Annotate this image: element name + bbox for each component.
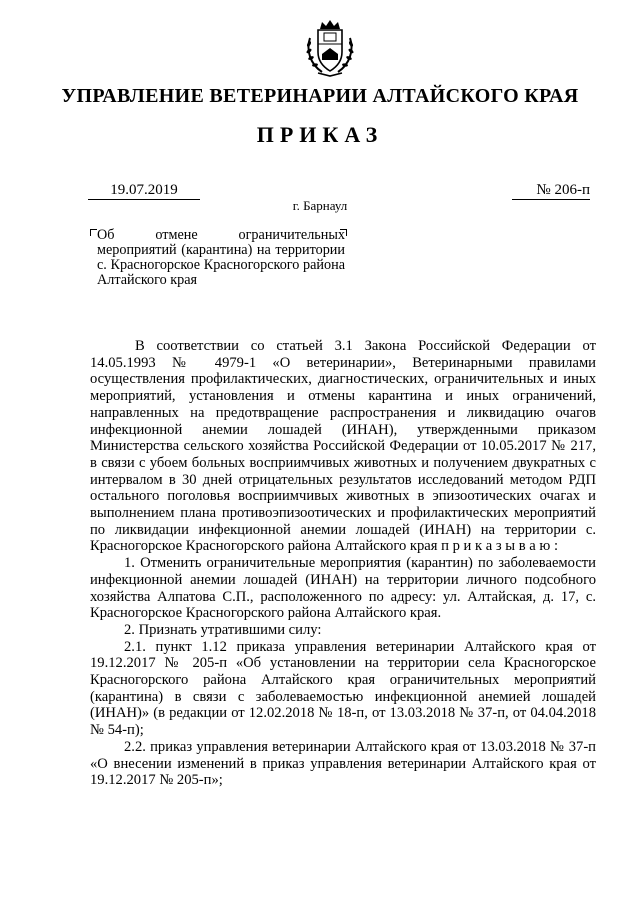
coat-of-arms-emblem (302, 18, 358, 78)
item-1-paragraph: 1. Отменить ограничительные мероприятия (карантин) по заболеваемости инфекционной анемии лошадей (ИНАН) на территории личного подсобного хозяйства Алпатова С.П., расположенного по адресу: ул. Алтайская, д. 17, с. Красногорское Красногорского района Алтайского края. (90, 555, 596, 622)
order-number: № 206-п (512, 181, 590, 200)
city-label: г. Барнаул (292, 198, 348, 213)
organization-title: УПРАВЛЕНИЕ ВЕТЕРИНАРИИ АЛТАЙСКОГО КРАЯ (61, 85, 579, 107)
item-2-1-paragraph: 2.1. пункт 1.12 приказа управления ветеринарии Алтайского края от 19.12.2017 № 205-п «Об установлении на территории села Красногорское Красногорского района Алтайского края ограничительных мероприятий (карантина) в связи с заболеваемостью инфекционной анемией лошадей (ИНАН)» (в редакции от 12.02.2018 № 18-п, от 13.03.2018 № 37-п, от 04.04.2018 № 54-п); (90, 638, 596, 739)
subject-corner-left-mark (90, 229, 97, 236)
document-type-title: ПРИКАЗ (256, 122, 384, 147)
order-body (90, 338, 596, 789)
order-subject: Об отмене ограничительных мероприятий (карантина) на территории с. Красногорское Красногорского района Алтайского края (97, 227, 345, 288)
preamble-paragraph: В соответствии со статьей 3.1 Закона Российской Федерации от 14.05.1993 № 4979-1 «О ветеринарии», Ветеринарными правилами осуществления профилактических, диагностических, ограничительных и иных мероприятий, установления и отмены карантина и иных ограничений, направленных на предотвращение распространения и ликвидацию очагов инфекционной анемии лошадей (ИНАН), утвержденными приказом Министерства сельского хозяйства Российской Федерации от 10.05.2017 № 217, в связи с убоем больных восприимчивых животных и получением двукратных с интервалом в 30 дней отрицательных результатов исследований методом РДП остального поголовья восприимчивых животных в эпизоотических очагах и выполнением плана противоэпизоотических и профилактических мероприятий по ликвидации инфекционной анемии лошадей (ИНАН) на территории с. Красногорское Красногорского района Алтайского края п р и к а з ы в а ю : (90, 338, 596, 555)
coat-of-arms-icon (302, 18, 358, 78)
item-2-paragraph: 2. Признать утратившими силу: (124, 621, 322, 638)
item-2-2-paragraph: 2.2. приказ управления ветеринарии Алтайского края от 13.03.2018 № 37-п «О внесении изменений в приказ управления ветеринарии Алтайского края от 19.12.2017 № 205-п»; (90, 738, 596, 789)
order-date: 19.07.2019 (88, 181, 200, 200)
